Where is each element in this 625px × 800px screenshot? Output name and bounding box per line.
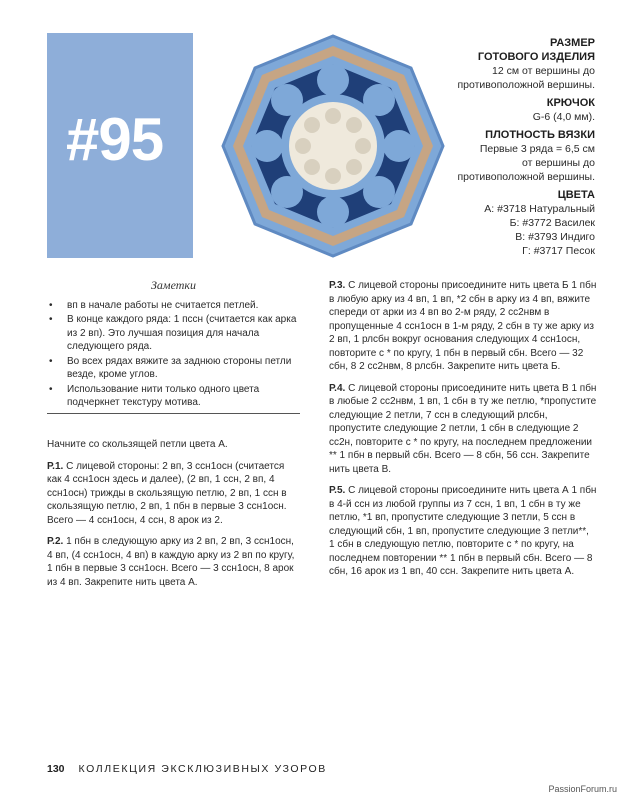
notes-divider [47, 413, 300, 414]
size-text-line-1: 12 см от вершины до [492, 65, 595, 77]
row-4-label: Р.4. [329, 382, 346, 394]
row-5-label: Р.5. [329, 485, 346, 496]
note-item: • Использование нити только одного цвета подчеркнет текстуру мотива. [67, 383, 300, 410]
colors-heading: ЦВЕТА [557, 189, 595, 201]
row-1-text: С лицевой стороны: 2 вп, 3 ссн1осн (считается как 4 ссн1осн здесь и далее), (2 вп, 1 ссн, 2 вп, 4 ссн1осн) трижды в скользящую петлю, 2 вп, 1 ссн в скользящую петлю, 2 вп, 1 пбн в первые 3 ссн1осн. Всего — 4 ссн1осн, 4 ссн, 8 арок из 2. [47, 460, 287, 526]
instructions-right-column [329, 279, 597, 587]
color-d: Г: #3717 Песок [522, 245, 595, 257]
notes-list [47, 299, 300, 410]
instructions-left-column [47, 438, 300, 597]
row-2 [47, 535, 300, 589]
size-text-line-2: противоположной вершины. [457, 79, 595, 91]
row-3-label: Р.3. [329, 280, 346, 291]
page-number: 130 [47, 763, 65, 775]
notes-title: Заметки [150, 278, 197, 292]
color-c: В: #3793 Индиго [515, 231, 595, 243]
size-heading-line-1: РАЗМЕР [549, 37, 595, 49]
note-item: • вп в начале работы не считается петлей. [67, 299, 300, 313]
hook-heading: КРЮЧОК [546, 97, 595, 109]
gauge-text-line-2: от вершины до [522, 157, 595, 169]
color-a: А: #3718 Натуральный [484, 203, 595, 215]
gauge-text-line-3: противоположной вершины. [457, 171, 595, 183]
gauge-heading: ПЛОТНОСТЬ ВЯЗКИ [485, 129, 595, 141]
row-2-text: 1 пбн в следующую арку из 2 вп, 2 вп, 3 ссн1осн, 4 вп, (4 ссн1осн, 4 вп) в каждую арку из 2 вп по кругу, 1 пбн в первые 3 ссн1осн. Всего — 3 ссн1осн, 8 арок из 4 вп. Закрепите нить цвета А. [47, 536, 295, 588]
note-item: • Во всех рядах вяжите за заднюю стороны петли везде, кроме углов. [67, 355, 300, 382]
row-3-text: С лицевой стороны присоедините нить цвета Б 1 пбн в любую арку из 4 вп, 1 вп, *2 сбн в арку из 4 вп, вяжите спереди от арки из 4 вп во 2-м ряду, 2 сс2нвм в пропущенные 4 ссн1осн в 1-м ряду, 2 сбн в ту же арку из 2 вп, 1 рлсбн вокруг основания следующих 4 ссн1осн, повторите с * по кругу, 1 пбн в первый сбн. Всего — 32 сбн, 8 2 сс2нвм, 8 рлсбн. Закрепите нить цвета Б. [329, 280, 597, 372]
row-4-text: С лицевой стороны присоедините нить цвета В 1 пбн в любые 2 сс2нвм, 1 вп, 1 сбн в ту же петлю, *пропустите следующие 2 петли, 7 ссн в следующий рлсбн, пропустите следующие 2 петли, 1 сбн в следующие 2 сс2н, повторите с * по кругу, на последнем предложении ** 1 пбн в первый сбн. Всего — 8 сбн, 56 ссн. Закрепите нить цвета В. [329, 382, 597, 475]
pattern-number: #95 [66, 106, 164, 173]
watermark: PassionForum.ru [548, 784, 617, 794]
note-item: • В конце каждого ряда: 1 пссн (считается как арка из 2 вп). Это лучшая позиция для начала следующего ряда. [67, 313, 300, 354]
row-4 [329, 382, 597, 477]
row-5 [329, 484, 597, 579]
page-footer [47, 763, 327, 775]
specifications [395, 36, 595, 258]
row-1-label: Р.1. [47, 460, 64, 472]
row-3 [329, 279, 597, 374]
color-b: Б: #3772 Василек [509, 217, 595, 229]
notes-section [47, 279, 300, 411]
row-5-text: С лицевой стороны присоедините нить цвета А 1 пбн в 4-й ссн из любой группы из 7 ссн, 1 вп, 1 сбн в ту же петлю, *1 вп, пропустите следующие 3 петли, 5 ссн в следующий сбн, 1 вп, пропустите следующие 3 петли**, 1 сбн в следующую петлю, повторите с * по кругу, на последнем повторении ** 1 пбн в первый сбн. Всего — 8 сбн, 16 арок из 1 вп, 40 ссн. Закрепите нить цвета А. [329, 485, 597, 577]
hook-text: G-6 (4,0 мм). [532, 111, 595, 123]
gauge-text-line-1: Первые 3 ряда = 6,5 см [479, 143, 595, 155]
intro-text: Начните со скользящей петли цвета А. [47, 439, 228, 450]
row-2-label: Р.2. [47, 536, 64, 547]
size-heading-line-2: ГОТОВОГО ИЗДЕЛИЯ [477, 51, 595, 63]
book-title: КОЛЛЕКЦИЯ ЭКСКЛЮЗИВНЫХ УЗОРОВ [78, 763, 327, 775]
row-1 [47, 460, 300, 528]
